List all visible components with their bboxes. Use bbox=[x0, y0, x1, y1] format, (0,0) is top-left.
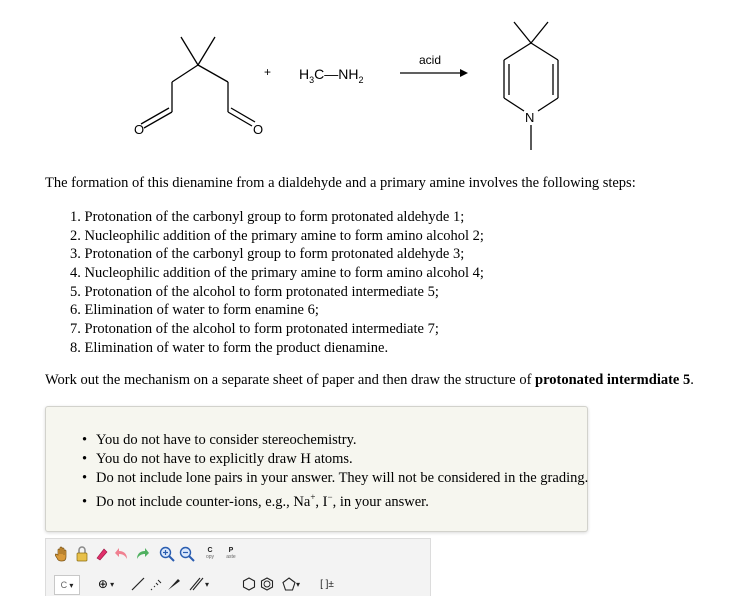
undo-icon[interactable] bbox=[114, 545, 130, 563]
nitrogen-label: N bbox=[525, 110, 535, 125]
eraser-icon[interactable] bbox=[94, 545, 110, 563]
step-item: 6. Elimination of water to form enamine 6; bbox=[70, 302, 319, 319]
benzene-ring-tool[interactable] bbox=[258, 575, 276, 593]
pentagon-ring-tool[interactable]: ▾ bbox=[276, 575, 306, 593]
step-item: 3. Protonation of the carbonyl group to form protonated aldehyde 3; bbox=[70, 246, 465, 263]
question-intro: The formation of this dienamine from a dialdehyde and a primary amine involves the following steps: bbox=[45, 175, 636, 191]
instructions-box bbox=[45, 406, 588, 532]
bracket-tool[interactable]: [ ]± bbox=[320, 578, 334, 590]
multi-bond-tool[interactable]: ▾ bbox=[184, 575, 214, 593]
step-item: 4. Nucleophilic addition of the primary amine to form amino alcohol 4; bbox=[70, 265, 484, 282]
hash-bond-tool[interactable] bbox=[148, 575, 164, 593]
step-item: 8. Elimination of water to form the product dienamine. bbox=[70, 339, 389, 356]
charge-icon: ⊕ bbox=[97, 577, 108, 591]
charge-tool[interactable]: ⊕ ▾ bbox=[97, 577, 115, 591]
hand-icon[interactable] bbox=[54, 545, 70, 563]
mechanism-steps bbox=[70, 208, 484, 358]
oxygen-label-left: O bbox=[134, 122, 145, 137]
reaction-condition: acid bbox=[419, 53, 442, 67]
step-item: 1. Protonation of the carbonyl group to form protonated aldehyde 1; bbox=[70, 209, 465, 225]
step-item: 2. Nucleophilic addition of the primary amine to form amino alcohol 2; bbox=[70, 227, 484, 244]
plus-sign: + bbox=[264, 65, 272, 79]
reaction-scheme bbox=[0, 0, 754, 165]
single-bond-tool[interactable] bbox=[130, 575, 146, 593]
task-instruction: Work out the mechanism on a separate sheet of paper and then draw the structure of protonated intermdiate 5. bbox=[45, 372, 694, 388]
zoom-out-icon[interactable] bbox=[178, 545, 196, 563]
hexagon-ring-tool[interactable] bbox=[240, 575, 258, 593]
task-target: protonated intermdiate 5 bbox=[535, 372, 691, 388]
note-item: • Do not include counter-ions, e.g., Na+, I−, in your answer. bbox=[82, 488, 588, 507]
redo-icon[interactable] bbox=[134, 545, 150, 563]
wedge-bond-tool[interactable] bbox=[166, 575, 182, 593]
note-item: • You do not have to explicitly draw H atoms. bbox=[82, 450, 588, 469]
amine-reagent: $H_3C—NH_2$ bbox=[299, 66, 364, 85]
note-item: • You do not have to consider stereochemistry. bbox=[82, 431, 588, 450]
note-item: • Do not include lone pairs in your answer. They will not be considered in the grading. bbox=[82, 469, 588, 488]
paste-button[interactable]: P aste bbox=[226, 547, 236, 560]
atom-selector[interactable]: C ▾ bbox=[54, 575, 80, 595]
step-item: 5. Protonation of the alcohol to form protonated intermediate 5; bbox=[70, 283, 439, 300]
copy-button[interactable]: C opy bbox=[205, 547, 215, 560]
drawing-toolbar bbox=[45, 538, 431, 596]
lock-icon[interactable] bbox=[74, 545, 90, 563]
zoom-in-icon[interactable] bbox=[158, 545, 176, 563]
reaction-arrow-head bbox=[460, 69, 468, 77]
step-item: 7. Protonation of the alcohol to form protonated intermediate 7; bbox=[70, 321, 439, 338]
oxygen-label-right: O bbox=[253, 122, 264, 137]
